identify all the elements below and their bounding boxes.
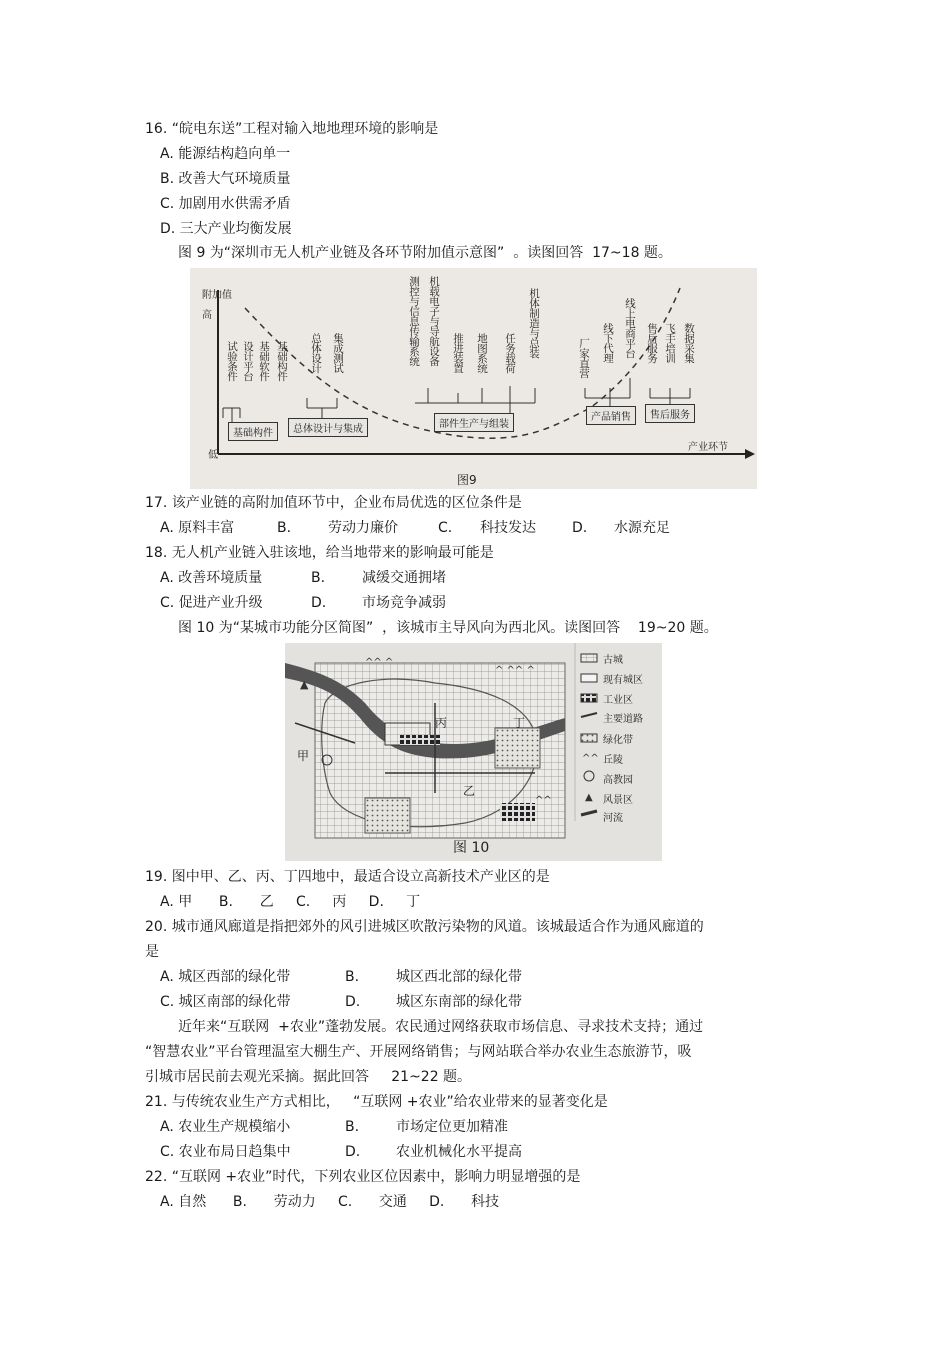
stage-box: 总体设计与集成 bbox=[288, 418, 368, 437]
q16-option-c: C. 加剧用水供需矛盾 bbox=[160, 196, 291, 212]
q16-option-a: A. 能源结构趋向单一 bbox=[160, 146, 291, 162]
svg-text:^^: ^^ bbox=[535, 795, 552, 806]
q17-option-c-letter: C. bbox=[438, 520, 453, 536]
figure-10 bbox=[285, 643, 662, 861]
legend-label: 现有城区 bbox=[603, 675, 643, 686]
legend-label: 古城 bbox=[603, 655, 623, 666]
q17-option-a: A. 原料丰富 bbox=[160, 520, 235, 536]
q18-option-d-letter: D. bbox=[311, 595, 327, 611]
svg-text:▲: ▲ bbox=[585, 792, 593, 803]
q20-stem-line1: 20. 城市通风廊道是指把郊外的风引进城区吹散污染物的风道。该城最适合作为通风廊道的 bbox=[145, 919, 704, 935]
q18-stem: 18. 无人机产业链入驻该地，给当地带来的影响最可能是 bbox=[145, 545, 494, 561]
place-ding: 丁 bbox=[513, 716, 526, 730]
svg-text:^^ ^: ^^ ^ bbox=[365, 657, 394, 668]
stage-box: 部件生产与组装 bbox=[434, 413, 514, 432]
chain-item: 线上电商平台 bbox=[624, 298, 636, 358]
q21-option-b-letter: B. bbox=[345, 1119, 360, 1135]
passage-line3: 引城市居民前去观光采摘。据此回答 21~22 题。 bbox=[145, 1069, 472, 1085]
q18-option-b-letter: B. bbox=[311, 570, 326, 586]
chain-item: 线下代理 bbox=[602, 323, 614, 363]
svg-text:^ ^^ ^: ^ ^^ ^ bbox=[495, 665, 535, 676]
q20-option-b-text: 城区西北部的绿化带 bbox=[396, 969, 522, 985]
passage-line2: “智慧农业”平台管理温室大棚生产、开展网络销售；与网站联合举办农业生态旅游节，吸 bbox=[145, 1044, 692, 1060]
chain-item: 售后服务 bbox=[646, 323, 658, 363]
q18-option-a: A. 改善环境质量 bbox=[160, 570, 263, 586]
q22-options: A. 自然 B. 劳动力 C. 交通 D. 科技 bbox=[160, 1194, 500, 1210]
q21-option-b-text: 市场定位更加精准 bbox=[396, 1119, 508, 1135]
chain-item: 机载电子与导航设备 bbox=[428, 276, 440, 366]
q16-option-b: B. 改善大气环境质量 bbox=[160, 171, 291, 187]
q16-option-d: D. 三大产业均衡发展 bbox=[160, 221, 292, 237]
chain-item: 测控与信息传输系统 bbox=[408, 276, 420, 366]
q17-stem: 17. 该产业链的高附加值环节中，企业布局优选的区位条件是 bbox=[145, 495, 522, 511]
q22-stem: 22. “互联网 +农业”时代，下列农业区位因素中，影响力明显增强的是 bbox=[145, 1169, 581, 1185]
q18-option-c: C. 促进产业升级 bbox=[160, 595, 263, 611]
place-jia: 甲 bbox=[297, 749, 310, 763]
chain-item: 厂家直营 bbox=[578, 338, 590, 378]
legend-label: 河流 bbox=[603, 813, 623, 824]
figure-caption: 图9 bbox=[457, 473, 477, 487]
figure-caption: 图 10 bbox=[453, 840, 490, 856]
q19-stem: 19. 图中甲、乙、丙、丁四地中，最适合设立高新技术产业区的是 bbox=[145, 869, 550, 885]
q19-options: A. 甲 B. 乙 C. 丙 D. 丁 bbox=[160, 894, 421, 910]
q18-option-b-text: 减缓交通拥堵 bbox=[362, 570, 446, 586]
chain-item: 总体设计 bbox=[310, 333, 322, 373]
q20-option-b-letter: B. bbox=[345, 969, 360, 985]
q21-option-a: A. 农业生产规模缩小 bbox=[160, 1119, 291, 1135]
q17-option-d-letter: D. bbox=[572, 520, 588, 536]
x-axis-label: 产业环节 bbox=[688, 442, 728, 453]
y-axis-low: 低 bbox=[208, 450, 218, 461]
chain-item: 试验条件 bbox=[226, 341, 238, 381]
stage-box: 售后服务 bbox=[645, 404, 695, 423]
q20-stem-line2: 是 bbox=[145, 944, 159, 960]
place-yi: 乙 bbox=[463, 784, 476, 798]
q16-stem: 16. “皖电东送”工程对输入地地理环境的影响是 bbox=[145, 121, 439, 137]
chain-item: 任务载荷 bbox=[504, 333, 516, 373]
y-axis-label: 附加值 bbox=[202, 290, 232, 301]
q17-option-b-text: 劳动力廉价 bbox=[328, 520, 398, 536]
svg-text:▲: ▲ bbox=[300, 678, 309, 691]
chain-item: 设计平台 bbox=[242, 341, 254, 381]
svg-text:^^: ^^ bbox=[582, 753, 599, 764]
place-bing: 丙 bbox=[435, 716, 448, 730]
legend-label: 绿化带 bbox=[603, 735, 633, 746]
legend-label: 高教园 bbox=[603, 775, 633, 786]
chain-item: 推进装置 bbox=[452, 333, 464, 373]
legend-label: 丘陵 bbox=[603, 755, 623, 766]
q17-option-b-letter: B. bbox=[277, 520, 292, 536]
fig10-intro: 图 10 为“某城市功能分区简图” ，该城市主导风向为西北风。读图回答 19~20 题。 bbox=[178, 620, 718, 636]
chain-item: 机体制造与总装 bbox=[528, 288, 540, 358]
chain-item: 基础构件 bbox=[276, 341, 288, 381]
q20-option-c: C. 城区南部的绿化带 bbox=[160, 994, 291, 1010]
legend-label: 风景区 bbox=[603, 795, 633, 806]
legend-label: 主要道路 bbox=[603, 714, 643, 725]
chain-item: 集成测试 bbox=[332, 333, 344, 373]
chain-item: 飞手培训 bbox=[664, 323, 676, 363]
q21-option-c: C. 农业布局日趋集中 bbox=[160, 1144, 291, 1160]
chain-item: 数据采集 bbox=[683, 323, 695, 363]
figure-9 bbox=[190, 268, 757, 489]
stage-box: 产品销售 bbox=[586, 406, 636, 425]
q20-option-a: A. 城区西部的绿化带 bbox=[160, 969, 291, 985]
q17-option-d-text: 水源充足 bbox=[614, 520, 670, 536]
fig9-intro: 图 9 为“深圳市无人机产业链及各环节附加值示意图” 。读图回答 17~18 题。 bbox=[178, 245, 672, 261]
y-axis-high: 高 bbox=[202, 310, 212, 321]
q21-stem: 21. 与传统农业生产方式相比， “互联网 +农业”给农业带来的显著变化是 bbox=[145, 1094, 608, 1110]
q18-option-d-text: 市场竞争减弱 bbox=[362, 595, 446, 611]
q20-option-d-text: 城区东南部的绿化带 bbox=[396, 994, 522, 1010]
q17-option-c-text: 科技发达 bbox=[480, 520, 536, 536]
passage-line1: 近年来“互联网 +农业”蓬勃发展。农民通过网络获取市场信息、寻求技术支持；通过 bbox=[178, 1019, 704, 1035]
stage-box: 基础构件 bbox=[228, 422, 278, 441]
q21-option-d-text: 农业机械化水平提高 bbox=[396, 1144, 522, 1160]
legend-label: 工业区 bbox=[603, 695, 633, 706]
q21-option-d-letter: D. bbox=[345, 1144, 361, 1160]
chain-item: 地图系统 bbox=[476, 333, 488, 373]
q20-option-d-letter: D. bbox=[345, 994, 361, 1010]
chain-item: 基础软件 bbox=[258, 341, 270, 381]
